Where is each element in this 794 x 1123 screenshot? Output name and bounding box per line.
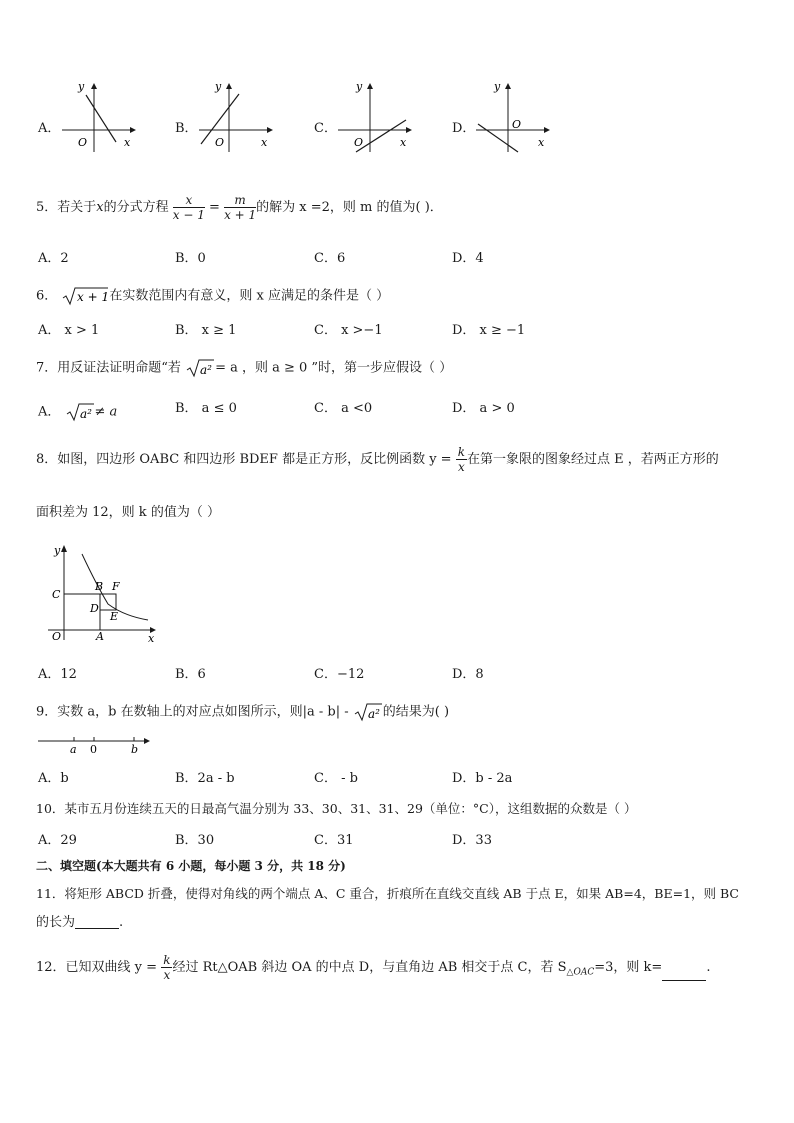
q4-graph-b bbox=[195, 80, 275, 155]
q5-option-b[interactable]: B．0 bbox=[175, 251, 206, 266]
svg-text:a²: a² bbox=[200, 363, 213, 377]
q9-option-b[interactable]: B．2a - b bbox=[175, 771, 235, 786]
q5-stem: 5．若关于x的分式方程 $\frac{x}{x - 1}$ = $\frac{m}{x + 1}$ 的解为 x =2，则 m 的值为( )． bbox=[36, 193, 443, 222]
q8-stem-line1: 8．如图，四边形 OABC 和四边形 BDEF 都是正方形，反比例函数 y = $\frac{k}{x}$ 在第一象限的图象经过点 E ，若两正方形的 bbox=[36, 445, 719, 474]
sqrt-sign-icon bbox=[65, 402, 95, 422]
y-arrow bbox=[91, 83, 97, 89]
svg-text:E: E bbox=[110, 610, 119, 623]
q10-stem: 10．某市五月份连续五天的日最高气温分别为 33、30、31、31、29（单位：°C），这组数据的众数是（ ） bbox=[36, 801, 637, 816]
q6-stem: 6． x + 1 在实数范围内有意义，则 x 应满足的条件是（ ） bbox=[36, 286, 389, 306]
q11-stem-line2: 的长为 . bbox=[36, 915, 124, 930]
q9-number-line bbox=[38, 734, 158, 758]
svg-text:O: O bbox=[52, 630, 62, 643]
q7-option-b[interactable]: B． a ≤ 0 bbox=[175, 401, 237, 416]
svg-text:D: D bbox=[90, 602, 99, 615]
q8-option-b[interactable]: B．6 bbox=[175, 667, 206, 682]
q9-option-c[interactable]: C． - b bbox=[314, 771, 358, 786]
svg-text:b: b bbox=[131, 743, 139, 756]
q6-option-c[interactable]: C． x >−1 bbox=[314, 323, 383, 338]
svg-text:a²: a² bbox=[79, 407, 92, 421]
svg-text:y: y bbox=[356, 80, 363, 93]
q6-option-d[interactable]: D． x ≥ −1 bbox=[452, 323, 526, 338]
svg-text:a²: a² bbox=[367, 707, 380, 721]
q7-option-d[interactable]: D． a > 0 bbox=[452, 401, 515, 416]
svg-text:y: y bbox=[494, 80, 501, 93]
q4-option-c-label: C． bbox=[314, 121, 337, 136]
q6-option-a[interactable]: A． x > 1 bbox=[38, 323, 100, 338]
graph-line bbox=[86, 95, 116, 142]
q4-graph-d bbox=[472, 80, 552, 155]
sqrt-sign-icon bbox=[185, 358, 215, 378]
svg-text:O: O bbox=[512, 118, 522, 131]
q7-option-a[interactable]: A． a² ≠ a bbox=[38, 402, 117, 422]
x-arrow bbox=[130, 127, 136, 133]
q10-option-a[interactable]: A．29 bbox=[38, 833, 77, 848]
q9-option-d[interactable]: D．b - 2a bbox=[452, 771, 513, 786]
q10-option-b[interactable]: B．30 bbox=[175, 833, 215, 848]
svg-text:x: x bbox=[538, 136, 545, 149]
q6-option-b[interactable]: B． x ≥ 1 bbox=[175, 323, 237, 338]
svg-text:0: 0 bbox=[90, 743, 97, 756]
svg-text:x: x bbox=[261, 136, 268, 149]
q8-option-a[interactable]: A．12 bbox=[38, 667, 77, 682]
svg-text:O: O bbox=[215, 136, 225, 149]
svg-text:O: O bbox=[354, 136, 364, 149]
q8-stem-line2: 面积差为 12，则 k 的值为（ ） bbox=[36, 505, 220, 520]
svg-text:y: y bbox=[215, 80, 222, 93]
section-title: 二、填空题(本大题共有 6 小题，每小题 3 分，共 18 分) bbox=[36, 859, 346, 873]
q5-fraction-2: $\frac{m}{x + 1}$ bbox=[224, 193, 257, 222]
q8-fraction: $\frac{k}{x}$ bbox=[457, 445, 465, 474]
svg-text:a: a bbox=[70, 743, 77, 756]
svg-text:y: y bbox=[54, 544, 61, 557]
q8-figure bbox=[44, 540, 164, 644]
q4-graph-c bbox=[334, 80, 414, 155]
arrow-right-icon bbox=[144, 738, 150, 744]
q12-stem: 12．已知双曲线 y = $\frac{k}{x}$ 经过 Rt△OAB 斜边 OA 的中点 D，与直角边 AB 相交于点 C，若 $S_{\triangle OAC}=3$，则 k= . bbox=[36, 953, 711, 982]
q10-option-c[interactable]: C．31 bbox=[314, 833, 354, 848]
q9-stem: 9．实数 a，b 在数轴上的对应点如图所示，则|a - b| - a² 的结果为( ) bbox=[36, 702, 449, 722]
svg-text:C: C bbox=[52, 588, 61, 601]
q12-fraction: $\frac{k}{x}$ bbox=[163, 953, 171, 982]
q7-stem: 7．用反证法证明命题“若 a² = a ，则 a ≥ 0 ”时，第一步应假设（ ） bbox=[36, 358, 452, 378]
svg-text:A: A bbox=[96, 630, 104, 643]
origin-label: O bbox=[78, 136, 88, 149]
q4-graph-a bbox=[58, 80, 138, 155]
svg-text:x: x bbox=[148, 632, 155, 644]
svg-text:B: B bbox=[95, 580, 104, 593]
sqrt-sign-icon bbox=[61, 286, 109, 306]
q10-option-d[interactable]: D．33 bbox=[452, 833, 492, 848]
q11-stem-line1: 11．将矩形 ABCD 折叠，使得对角线的两个端点 A、C 重合，折痕所在直线交直线 AB 于点 E，如果 AB=4，BE=1，则 BC bbox=[36, 886, 739, 901]
q5-option-c[interactable]: C．6 bbox=[314, 251, 346, 266]
q8-option-c[interactable]: C．−12 bbox=[314, 667, 365, 682]
graph-line bbox=[356, 120, 406, 152]
q7-option-c[interactable]: C． a <0 bbox=[314, 401, 373, 416]
q4-option-d-label: D． bbox=[452, 121, 476, 136]
q9-option-a[interactable]: A．b bbox=[38, 771, 69, 786]
q4-option-b-label: B． bbox=[175, 121, 198, 136]
svg-text:x: x bbox=[400, 136, 407, 149]
q5-option-a[interactable]: A．2 bbox=[38, 251, 69, 266]
x-label: x bbox=[124, 136, 131, 149]
svg-text:x + 1: x + 1 bbox=[77, 290, 110, 304]
svg-text:F: F bbox=[112, 580, 120, 593]
q5-fraction-1: $\frac{x}{x - 1}$ bbox=[172, 193, 205, 222]
q8-option-d[interactable]: D．8 bbox=[452, 667, 484, 682]
sqrt-sign-icon bbox=[353, 702, 383, 722]
q5-option-d[interactable]: D．4 bbox=[452, 251, 484, 266]
y-label: y bbox=[78, 80, 85, 93]
q4-option-a-label: A． bbox=[38, 121, 61, 136]
answer-blank[interactable] bbox=[662, 968, 706, 981]
answer-blank[interactable] bbox=[75, 916, 119, 929]
